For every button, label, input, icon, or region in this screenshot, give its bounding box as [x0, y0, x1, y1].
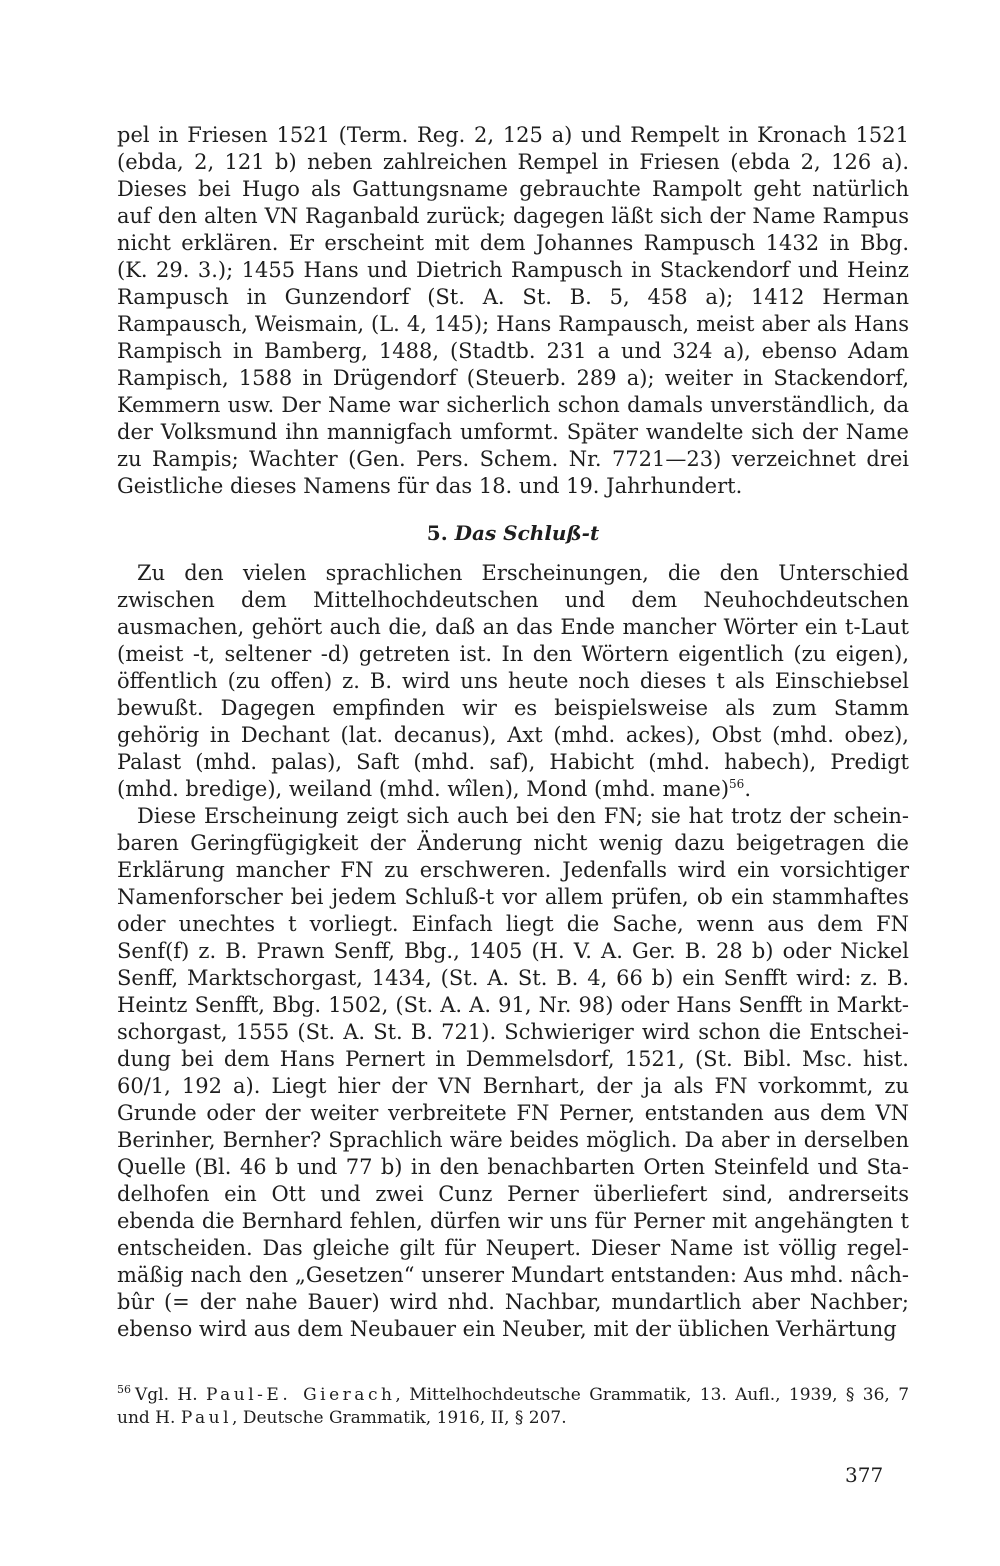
footnote-text-3: , Deutsche Grammatik, 1916, II, § 207.	[232, 1408, 567, 1428]
page-body	[117, 122, 909, 1343]
footnote-author-1: Paul-E. Gierach	[205, 1385, 396, 1405]
page-number: 377	[845, 1463, 884, 1487]
section-number: 5.	[426, 521, 448, 545]
paragraph-schluss-t	[117, 560, 909, 803]
section-heading	[117, 520, 909, 546]
paragraph-schluss-t-end: .	[744, 777, 751, 801]
paragraph-fn-examples: Diese Erscheinung zeigt sich auch bei den FN; sie hat trotz der scheinbaren Geringfügigkeit der Änderung nicht wenig dazu beigetragen die Erklärung mancher FN zu erschweren. Jedenfalls wird ein vorsichtiger Namenforscher bei jedem Schluß-t vor allem prüfen, ob ein stammhaftes oder unechtes t vorliegt. Einfach liegt die Sache, wenn aus dem FN Senf(f) z. B. Prawn Senff, Bbg., 1405 (H. V. A. Ger. B. 28 b) oder Nickel Senff, Marktschorgast, 1434, (St. A. St. B. 4, 66 b) ein Senfft wird: z. B. Heintz Senfft, Bbg. 1502, (St. A. A. 91, Nr. 98) oder Hans Senfft in Marktschorgast, 1555 (St. A. St. B. 721). Schwieriger wird schon die Entscheidung bei dem Hans Pernert in Demmelsdorf, 1521, (St. Bibl. Msc. hist. 60/1, 192 a). Liegt hier der VN Bernhart, der ja als FN vorkommt, zu Grunde oder der weiter verbreitete FN Perner, entstanden aus dem VN Berinher, Bernher? Sprachlich wäre beides möglich. Da aber in derselben Quelle (Bl. 46 b und 77 b) in den benachbarten Orten Steinfeld und Stadelhofen ein Ott und zwei Cunz Perner überliefert sind, andrerseits ebenda die Bernhard fehlen, dürfen wir uns für Perner mit angehängten t entscheiden. Das gleiche gilt für Neupert. Dieser Name ist völlig regelmäßig nach den „Gesetzen“ unserer Mundart entstanden: Aus mhd. nâchbûr (= der nahe Bauer) wird nhd. Nachbar, mundartlich aber Nachber; ebenso wird aus dem Neubauer ein Neuber, mit der üblichen Verhärtung	[117, 804, 909, 1341]
footnote-text-1: Vgl. H.	[135, 1385, 198, 1405]
footnote-reference: 56	[729, 777, 745, 791]
footnote	[117, 1384, 909, 1430]
paragraph-rampus: pel in Friesen 1521 (Term. Reg. 2, 125 a) und Rempelt in Kronach 1521 (ebda, 2, 121 b) neben zahlreichen Rempel in Friesen (ebda 2, 126 a). Dieses bei Hugo als Gattungsname gebrauchte Rampolt geht natürlich auf den alten VN Raganbald zurück; dagegen läßt sich der Name Rampus nicht erklären. Er erscheint mit dem Johannes Rampusch 1432 in Bbg. (K. 29. 3.); 1455 Hans und Dietrich Rampusch in Stackendorf und Heinz Rampusch in Gunzendorf (St. A. St. B. 5, 458 a); 1412 Herman Rampausch, Weismain, (L. 4, 145); Hans Rampausch, meist aber als Hans Rampisch in Bamberg, 1488, (Stadtb. 231 a und 324 a), ebenso Adam Rampisch, 1588 in Drügendorf (Steuerb. 289 a); weiter in Stackendorf, Kemmern usw. Der Name war sicherlich schon damals unverständlich, da der Volksmund ihn mannigfach umformt. Später wandelte sich der Name zu Rampis; Wachter (Gen. Pers. Schem. Nr. 7721—23) verzeichnet drei Geistliche dieses Namens für das 18. und 19. Jahrhundert.	[117, 123, 909, 498]
paragraph-schluss-t-text: Zu den vielen sprachlichen Erscheinungen, die den Unterschied zwischen dem Mittelhochdeutschen und dem Neuhochdeutschen ausmachen, gehört auch die, daß an das Ende mancher Wörter ein t-Laut (meist -t, seltener -d) getreten ist. In den Wörtern eigentlich (zu eigen), öffentlich (zu offen) z. B. wird uns heute noch dieses t als Einschiebsel bewußt. Dagegen empfinden wir es beispielsweise als zum Stamm gehörig in Dechant (lat. decanus), Axt (mhd. ackes), Obst (mhd. obez), Palast (mhd. palas), Saft (mhd. saf), Habicht (mhd. habech), Predigt (mhd. bredige), weiland (mhd. wîlen), Mond (mhd. mane)	[117, 561, 909, 801]
footnote-author-2: Paul	[180, 1408, 233, 1428]
footnote-number: 56	[117, 1383, 131, 1397]
footnote-text-2: , Mittelhochdeutsche Grammatik, 13. Aufl., 1939, § 36, 7 und H.	[117, 1385, 910, 1428]
section-title: Das Schluß-t	[454, 521, 600, 545]
